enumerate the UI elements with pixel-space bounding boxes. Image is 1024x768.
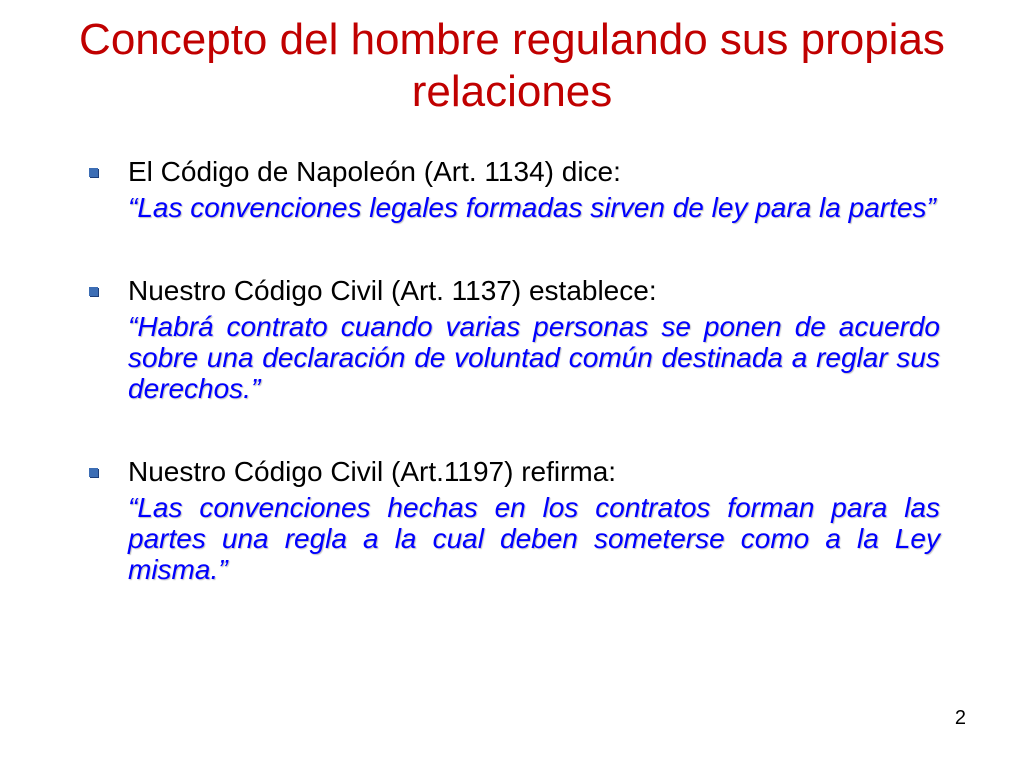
square-bullet-icon bbox=[89, 168, 98, 177]
list-item bbox=[88, 154, 940, 223]
list-item-heading-text: Nuestro Código Civil (Art.1197) refirma: bbox=[128, 456, 617, 487]
list-item-heading bbox=[88, 154, 940, 190]
list-item-heading bbox=[88, 454, 940, 490]
square-bullet-icon bbox=[89, 468, 98, 477]
square-bullet-icon bbox=[89, 287, 98, 296]
list-item-heading-text: Nuestro Código Civil (Art. 1137) establece: bbox=[128, 275, 657, 306]
list-item-quote: “Las convenciones hechas en los contratos forman para las partes una regla a la cual deben someterse como a la Ley misma.” bbox=[128, 492, 940, 585]
list-item-quote: “Las convenciones legales formadas sirven de ley para la partes” bbox=[128, 192, 936, 223]
slide-content bbox=[88, 154, 940, 585]
list-item bbox=[88, 273, 940, 404]
list-item-heading bbox=[88, 273, 940, 309]
page-number: 2 bbox=[954, 707, 966, 729]
list-item-quote: “Habrá contrato cuando varias personas se ponen de acuerdo sobre una declaración de voluntad común destinada a reglar sus derechos.” bbox=[128, 311, 940, 404]
list-item-heading-text: El Código de Napoleón (Art. 1134) dice: bbox=[128, 156, 621, 187]
slide-title: Concepto del hombre regulando sus propias relaciones bbox=[79, 15, 945, 116]
list-item bbox=[88, 454, 940, 585]
